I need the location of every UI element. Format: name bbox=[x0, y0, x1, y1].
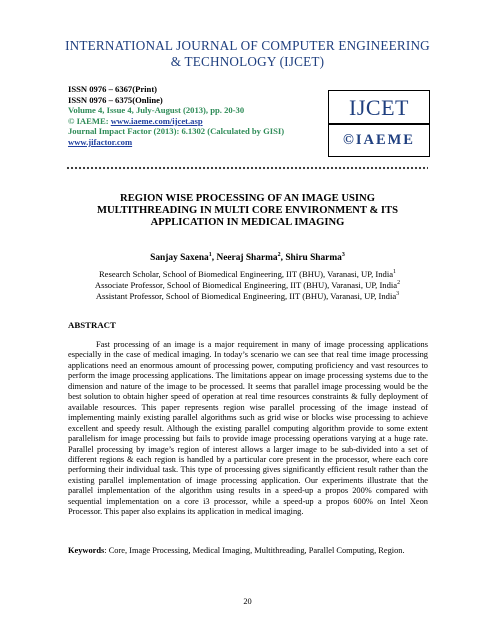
iaeme-line bbox=[68, 116, 284, 127]
author-name: Sanjay Saxena bbox=[150, 253, 209, 263]
issn-online: ISSN 0976 – 6375(Online) bbox=[68, 94, 163, 105]
authors bbox=[0, 252, 495, 264]
affiliations bbox=[0, 269, 495, 303]
journal-title-line1: INTERNATIONAL JOURNAL OF COMPUTER ENGINEERING bbox=[65, 38, 430, 53]
iaeme-logo: ©IAEME bbox=[328, 123, 430, 157]
page-number: 20 bbox=[243, 597, 252, 606]
affiliation-line: Associate Professor, School of Biomedical Engineering, IIT (BHU), Varanasi, UP, India$^2$ bbox=[94, 280, 401, 291]
dotted-divider bbox=[66, 166, 428, 170]
ijcet-logo: IJCET bbox=[328, 90, 430, 125]
iaeme-link[interactable]: www.iaeme.com/ijcet.asp bbox=[110, 115, 203, 126]
author-sep: , bbox=[211, 253, 217, 263]
journal-title bbox=[0, 38, 495, 70]
author-name: Shiru Sharma bbox=[285, 253, 342, 263]
keywords bbox=[68, 546, 428, 557]
keywords-label: Keywords bbox=[68, 546, 105, 555]
impact-factor: Journal Impact Factor (2013): 6.1302 (Calculated by GISI) bbox=[68, 126, 285, 137]
paper-title-line2: MULTITHREADING IN MULTI CORE ENVIRONMENT & ITS bbox=[97, 204, 398, 216]
abstract-heading: ABSTRACT bbox=[68, 320, 116, 330]
author-sup: 1 bbox=[208, 251, 212, 258]
paper-title bbox=[60, 193, 435, 228]
paper-title-line3: APPLICATION IN MEDICAL IMAGING bbox=[150, 216, 345, 228]
issn-print: ISSN 0976 – 6367(Print) bbox=[68, 84, 158, 94]
author-sup: 3 bbox=[341, 251, 345, 258]
affiliation-line: Assistant Professor, School of Biomedical Engineering, IIT (BHU), Varanasi, UP, India$^3$ bbox=[95, 291, 400, 302]
author-sep: , bbox=[280, 253, 286, 263]
author-name: Neeraj Sharma bbox=[216, 253, 278, 263]
paper-title-line1: REGION WISE PROCESSING OF AN IMAGE USING bbox=[120, 193, 375, 204]
affiliation-line: Research Scholar, School of Biomedical Engineering, IIT (BHU), Varanasi, UP, India$^1$ bbox=[98, 269, 397, 279]
issn-block bbox=[68, 84, 284, 148]
abstract-body: Fast processing of an image is a major requirement in many of image processing applications especially in the case of medical imaging. In today’s scenario we can see that real time image processing applications need an enormous amount of processing power, computing proficiency and vast resources to perform the image processing applications. The limitations appear on image processing systems due to the dimension and nature of the image to be processed. It seems that parallel image processing would be the best solution to obtain higher speed of operation at real time resources constraints & fully deployment of available resources. This paper represents region wise parallel processing of the image instead of implementing mainly existing parallel algorithms such as grid wise or blocks wise processing to achieve excellent and speedy result. Although the existing parallel computing algorithm provide to some extent parallelism for image processing but fails to provide image processing operations varying at a huge rate. Parallel processing by image’s region of interest allows a larger image to be sub-divided into a set of different regions & each region is handled by a particular core present in the processor, where each core performing their individual task. This type of processing gives significantly efficient result rather than the existing parallel implementation of image processing application. Our experiments illustrate that the parallel implementation of the algorithm using results in a speed-up a propos 200% compared with sequential implementation on a core i3 processor, while a speed-up a propos 600% on Intel Xeon Processor. This paper also explains its application in medical imaging. bbox=[68, 340, 428, 517]
iaeme-prefix: © IAEME: bbox=[68, 115, 111, 126]
journal-title-line2: & TECHNOLOGY (IJCET) bbox=[170, 54, 325, 69]
keywords-text: : Core, Image Processing, Medical Imaging, Multithreading, Parallel Computing, Region. bbox=[104, 546, 405, 555]
volume-info: Volume 4, Issue 4, July-August (2013), pp. 20-30 bbox=[68, 105, 245, 116]
jifactor-link[interactable]: www.jifactor.com bbox=[68, 136, 133, 147]
author-sup: 2 bbox=[277, 251, 281, 258]
